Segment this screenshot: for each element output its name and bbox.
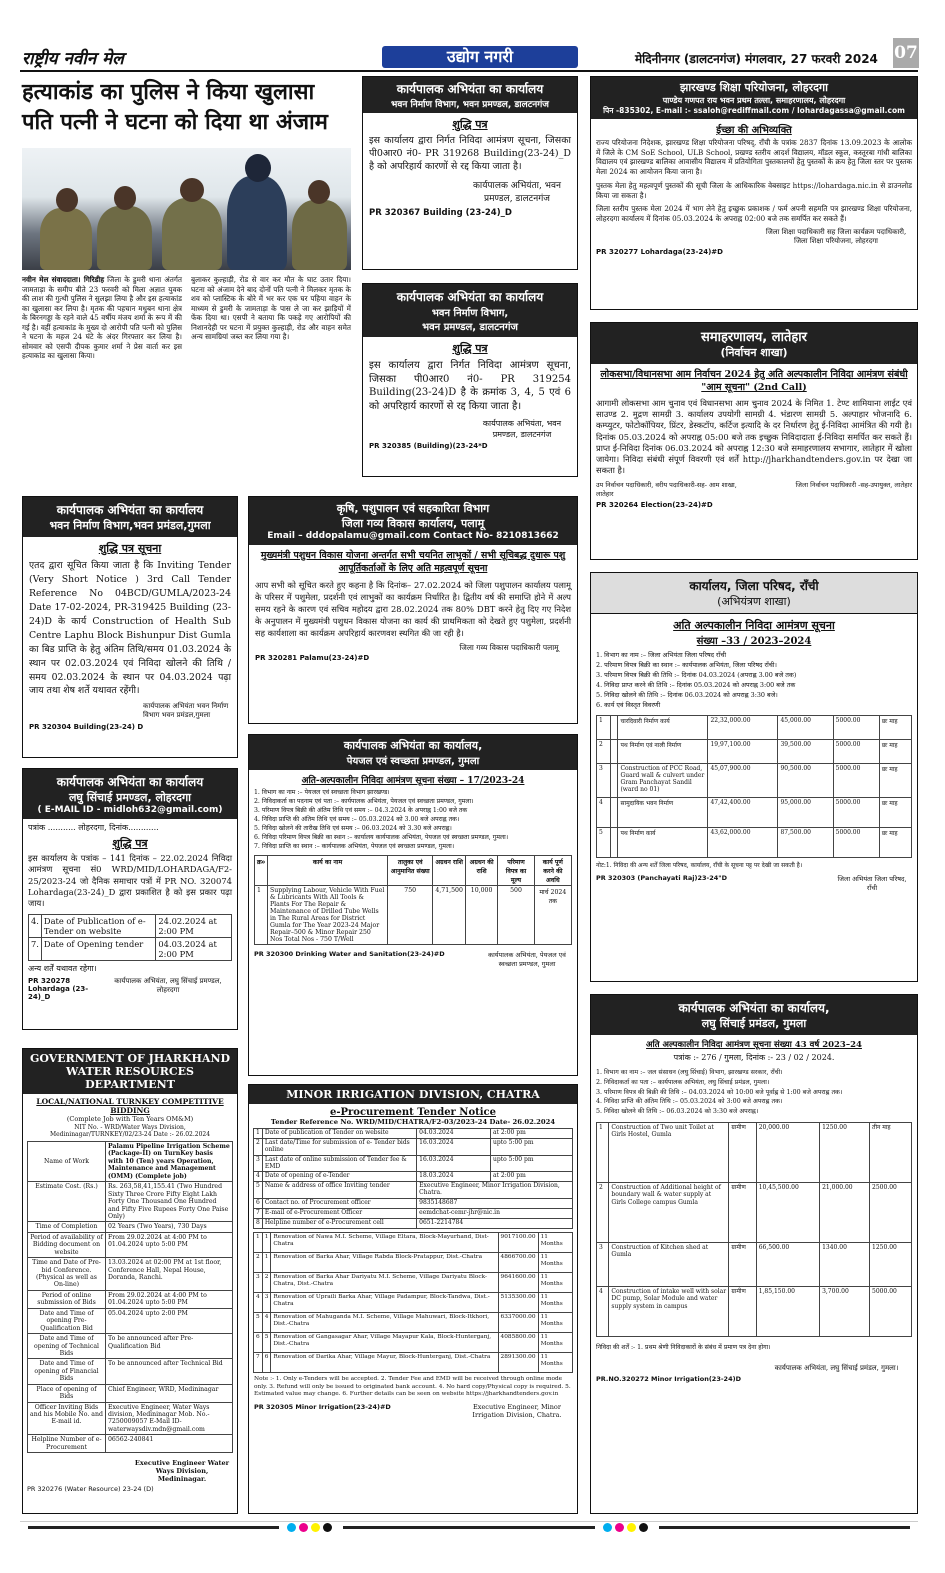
work-amount: 4,71,500 bbox=[433, 885, 466, 944]
ad-title: GOVERNMENT OF JHARKHAND bbox=[29, 1052, 231, 1065]
table-header: परिमाण विपत्र का मूल्य bbox=[498, 855, 534, 885]
ad-line: 4. निविदा प्राप्ति की अंतिम तिथि एवं समय :– 05.03.2024 को 3.00 बजे अपराह्न तक। bbox=[254, 815, 460, 823]
ad-pr-number: PR 320276 (Water Resource) 23-24 (D) bbox=[27, 1485, 154, 1494]
ad-details bbox=[591, 1065, 917, 1120]
ad-pr-number: PR 320304 Building(23-24) D bbox=[29, 723, 144, 732]
table-row: 4 3 Renovation of Upraili Barka Ahar, Village Padampur, Block-Tandwa, Dist.-Chatra 5135300.00 11 Months bbox=[254, 1292, 573, 1312]
ad-subtitle: भवन निर्माण विभाग, bbox=[431, 308, 509, 319]
work-emd: 10,000 bbox=[465, 885, 497, 944]
news-headline-1: हत्याकांड का पुलिस ने किया खुलासा bbox=[22, 80, 315, 105]
table-row: 5 पथ निर्माण कार्य 43,62,000.00 87,500.00 5000.00 छः माह bbox=[597, 827, 912, 857]
table-row: 6 Contact no. of Procurement officer 9835148687 bbox=[254, 1199, 573, 1209]
table-row bbox=[29, 914, 232, 937]
row-number: 4. bbox=[29, 914, 42, 937]
table-row: Estimate Cost. (Rs.) Rs. 263,58,41,155.41 (Two Hundred Sixty Three Crore Fifty Eight Lakh Forty One Thousand One Hundred and Fifty Five Rupees Forty One Paise Only) bbox=[28, 1182, 233, 1222]
ad-pr-number: PR 320385 (Building)(23-24*D bbox=[369, 442, 488, 450]
ad-subtitle: WATER RESOURCES DEPARTMENT bbox=[66, 1065, 194, 1091]
table-row: Date and Time of opening of Financial Bids To be announced after Technical Bid bbox=[28, 1359, 233, 1384]
ad-date-table bbox=[253, 1128, 573, 1229]
ad-line: 2. निविदाकर्ता का पता :– कार्यपालक अभियंता, लघु सिंचाई प्रमंडल, गुमला। bbox=[596, 1078, 770, 1086]
ad-body-2: पुस्तक मेला हेतु महत्वपूर्ण पुस्तकों की सूची जिला के आधिकारिक वेबसाइट https://lohardaga.nic.in से डाउनलोड किया जा सकता है। bbox=[596, 180, 912, 200]
ad-details bbox=[591, 647, 917, 715]
ad-contact: पिन -835302, E-mail :- ssaloh@rediffmail.com / lohardagassa@gmail.com bbox=[603, 106, 905, 115]
news-headline-2: पति पत्नी ने घटना को दिया था अंजाम bbox=[22, 110, 328, 135]
table-row: 3 2 Renovation of Barka Ahar Dariyatu M.I. Scheme, Village Dariyatu Block-Chatra, Dist.-Chatra 9641600.00 11 Months bbox=[254, 1272, 573, 1292]
row-key: Date of Opening tender bbox=[41, 937, 155, 960]
color-registration-bar bbox=[20, 1521, 918, 1533]
ad-body: इस कार्यालय के पत्रांक – 141 दिनांक – 22.02.2024 निविदा आमंत्रण सूचना सं0 WRD/MID/LOHARDAGA/F2-25/2023-24 जो दैनिक समाचार पत्रों में PR NO. 320074 Lohardaga(23-24)_D द्वारा प्रकाशित है को इस प्रकार पढ़ा जाय। bbox=[28, 853, 232, 909]
table-row: Date and Time of opening of Technical Bids To be announced after Pre-Qualification Bid bbox=[28, 1334, 233, 1359]
ad-building-gumla bbox=[22, 496, 238, 758]
ad-line: 5. निविदा खोलने की तारीख तिथि एवं समय :– 06.03.2024 को 3.30 बजे अपराह्न। bbox=[254, 824, 452, 832]
table-row: Period of availability of Bidding document on website From 29.02.2024 at 4:00 PM to 01.04.2024 upto 5:00 PM bbox=[28, 1232, 233, 1257]
ad-subtitle: पेयजल एवं स्वच्छता प्रमण्डल, गुमला bbox=[346, 756, 480, 767]
table-row: 3 Construction of Kitchen shed at Gumla ग्रामीण 66,500.00 1340.00 1250.00 bbox=[597, 1242, 912, 1286]
ad-note: नोट:1. निविदा की अन्य शर्तें जिला परिषद, कार्यालय, राँची के सूचना पट्ट पर देखी जा सकती है। bbox=[596, 861, 803, 869]
row-number: 7. bbox=[29, 937, 42, 960]
ad-pr-number: PR 320278 Lohardaga (23-24)_D bbox=[28, 976, 89, 1001]
ad-heading: अति अल्पकालीन निविदा आमंत्रण सूचना bbox=[673, 619, 835, 632]
ad-line: 4. निविदा प्राप्त करने की तिथि :– दिनांक 05.03.2024 को अपराह्न 3:00 बजे तक bbox=[596, 680, 796, 689]
ad-signature: कार्यपालक अभियंता भवन निर्माण विभाग भवन प्रमंडल,गुमला bbox=[143, 702, 229, 720]
ad-line: 3. परिमाण विपत्र की बिक्री की तिथि :– 04.03.2024 को 10:00 बजे पूर्वाह्न से 1:00 बजे अपराह्न तक। bbox=[596, 1088, 843, 1096]
ad-subtitle: भवन निर्माण विभाग,भवन प्रमंडल,गुमला bbox=[49, 519, 211, 532]
ad-table bbox=[28, 914, 232, 961]
table-row: 2 1 Renovation of Barka Ahar, Village Rabda Block-Pratappur, Dist.-Chatra 4866700.00 11 Months bbox=[254, 1252, 573, 1272]
ad-number: संख्या –33 / 2023–2024 bbox=[696, 636, 812, 647]
row-value: 04.03.2024 at 2:00 PM bbox=[156, 937, 232, 960]
ad-body: इस कार्यालय द्वारा निर्गत निविदा आमंत्रण सूचना, जिसका पी0आर0 नं0- PR 319268 Building(23-24)_D है को अपरिहार्य कारणों से रद्द किया जाता है। bbox=[369, 135, 571, 172]
ad-title: कृषि, पशुपालन एवं सहकारिता विभाग bbox=[336, 502, 490, 515]
ad-table bbox=[596, 715, 912, 858]
ad-pr-number: PR 320277 Lohardaga(23-24)#D bbox=[596, 247, 723, 256]
table-row: 1 Supplying Labour, Vehicle With Fuel & Lubricants With All Tools & Plants For The Repair & Maintenance of Drilled Tube Wells in The Rural Areas for District Gumla for The Year 2023-24 Major Repair–500 & Minor Repair 250 Nos Total Nos - 750 T/Well 750 4,71,500 10,000 500 मार्च 2024 तक bbox=[255, 885, 572, 944]
table-row: 7 6 Renovation of Darika Ahar, Village Mayur, Block-Hunterganj, Dist.-Chatra 2891300.00 11 Months bbox=[254, 1352, 573, 1372]
ad-shiksha-lohardaga bbox=[590, 76, 918, 310]
table-row: Date and Time of opening Pre-Qualification Bid 05.04.2024 upto 2:00 PM bbox=[28, 1308, 233, 1333]
ad-title: कार्यपालक अभियंता का कार्यालय bbox=[396, 82, 544, 96]
table-row: 1 Construction of Two unit Toilet at Girls Hostel, Gumla ग्रामीण 20,000.00 1250.00 तीन माह bbox=[597, 1122, 912, 1182]
ad-heading: LOCAL/NATIONAL TURNKEY COMPETITIVE BIDDING bbox=[36, 1097, 224, 1115]
ad-pr-number: PR 320303 (Panchayati Raj)23-24"D bbox=[596, 873, 728, 882]
ad-signature: कार्यपालक अभियंता, भवन प्रमण्डल, डालटनगंज bbox=[472, 181, 562, 205]
table-row: Helpline Number of e-Procurement 06562-240841 bbox=[28, 1435, 233, 1453]
table-header: अग्रधन राशि bbox=[433, 855, 466, 885]
ad-line: 1. विभाग का नाम :– जल संसाधन (लघु सिंचाई) विभाग, झारखण्ड सरकार, राँची। bbox=[596, 1069, 783, 1076]
ad-notes: Note :- 1. Only e-Tenders will be accepted. 2. Tender Fee and EMD will be received through online mode only. 3. Refund will only be issued to originated bank account. 4. No hard copy/Physical copy is required. 5. Estimated value may change. 6. Further details can be seen on website https://jharkhandtenders.gov.in bbox=[254, 1375, 571, 1398]
ad-heading: अति-अल्पकालीन निविदा आमंत्रण सूचना संख्या – 17/2023-24 bbox=[301, 776, 525, 786]
ad-heading-2: (Complete Job with Ten Years OM&M) bbox=[66, 1115, 194, 1123]
ad-subtitle: भवन प्रमण्डल, डालटनगंज bbox=[422, 322, 518, 333]
newspaper-name: राष्ट्रीय नवीन मेल bbox=[22, 49, 124, 69]
ad-pr-number: PR 320367 Building (23-24)_D bbox=[369, 208, 512, 219]
ad-signature-2: जिला निर्वाचन पदाधिकारी -सह-उपायुक्त, लातेहार bbox=[795, 481, 912, 490]
ad-minor-irrigation-gumla bbox=[590, 994, 918, 1514]
ad-title: कार्यालय, जिला परिषद, राँची bbox=[689, 579, 819, 593]
ad-signature: Executive Engineer Water Ways Division, Medininagar. bbox=[134, 1459, 230, 1484]
ad-heading: शुद्धि पत्र bbox=[452, 118, 488, 131]
ad-gavya-palamu bbox=[248, 496, 578, 724]
ad-minor-irrigation-lohardaga bbox=[22, 768, 238, 1030]
ad-zila-parishad-ranchi bbox=[590, 572, 918, 982]
table-row: 4 सामुदायिक भवन निर्माण 47,42,400.00 95,000.00 5000.00 छः माह bbox=[597, 797, 912, 827]
table-row: 4 Date of opening of e-Tender 18.03.2024 at 2:00 pm bbox=[254, 1172, 573, 1182]
ad-patrank: पत्रांक :- 276 / गुमला, दिनांक :- 23 / 02 / 2024. bbox=[673, 1053, 835, 1062]
table-row: 1 Date of publication of Tender on website 04.03.2024 at 2:00 pm bbox=[254, 1129, 573, 1139]
table-row: 2 Last date/Time for submission of e- Tender bids online 16.03.2024 upto 5:00 pm bbox=[254, 1138, 573, 1155]
ad-note: अन्य शर्तें यथावत रहेगा। bbox=[28, 963, 97, 973]
ad-body: आप सभी को सूचित करते हुए कहना है कि दिनांक– 27.02.2024 को जिला पशुपालन कार्यालय पलामू के परिसर में पशुमेला, प्रदर्शनी एवं लाभुकों का कार्यक्रम निर्धारित है। द्वितीय वर्ष की समाप्ति होने में अल्प समय रहने के कारण एवं सचिव महोदय द्वारा 28.02.2024 तक 80% DBT करने हेतु दिए गए निदेश के अनुपालन में मुख्यमंत्री पशुधन विकास योजना का कार्य की प्राथमिकता को देखते हुए पशुमेला, प्रदर्शनी सह कार्यशाला का कार्यक्रम अपरिहार्य कारणवश स्थगित की जा रही है। bbox=[255, 580, 571, 639]
ad-heading: शुद्धि पत्र सूचना bbox=[98, 542, 162, 555]
ad-line: 6. निविदा परिमाण विपत्र बिक्री का स्थान :– कार्यालय कार्यपालक अभियंता, पेयजल एवं स्वच्छता प्रमण्डल, गुमला। bbox=[254, 833, 509, 841]
ad-heading: अति अल्पकालीन निविदा आमंत्रण सूचना संख्या 43 वर्ष 2023–24 bbox=[646, 1040, 862, 1050]
ad-line: 5. निविदा खोलने की तिथि :– दिनांक 06.03.2024 को अपराह्न 3:30 बजे। bbox=[596, 690, 778, 699]
news-text-2: बुलाकर कुल्हाड़ी, रोड से वार कर मौत के घाट उतार दिया। घटना को अंजाम देने बाद दोनों पति पत्नी ने मिलकर मृतक के शव को प्लास्टिक के बोरे में भर कर एक घर पहिया वाहन के माध्यम से डुमरी के जामताड़ा के पास ले जा कर झाड़ियों में फेंक दिया था। एसपी ने बताया कि पकड़े गए आरोपियों की निशानदेही पर घटना में प्रयुक्त कुल्हाड़ी, रोड और वाहन समेत अन्य सामग्रियां जब्त कर लिया गया है। bbox=[191, 275, 351, 341]
ad-line: 2. परिमाण विपत्र बिक्री का स्थान :– कार्यपालक अभियंता, जिला परिषद राँची। bbox=[596, 660, 777, 669]
ad-heading: शुद्धि पत्र bbox=[452, 342, 488, 355]
masthead-rule bbox=[20, 70, 918, 72]
page-number: 07 bbox=[893, 38, 919, 68]
table-row: 3 Construction of PCC Road, Guard wall & culvert under Gram Panchayat Sandil (ward no 01) 45,07,900.00 90,500.00 5000.00 छः माह bbox=[597, 763, 912, 797]
ad-reference: Tender Reference No. WRD/MID/CHATRA/F2-03/2023-24 Date- 26.02.2024 bbox=[270, 1118, 556, 1126]
ad-signature: कार्यपालक अभियंता, लघु सिंचाई प्रमंडल, गुमला। bbox=[774, 1363, 899, 1372]
table-row: Name of Work Palamu Pipeline Irrigation Scheme (Package-II) on TurnKey basis with 10 (Ten) years Operation, Maintenance and Management (OMM) (Complete job) bbox=[28, 1142, 233, 1182]
table-row: 3 Last date of online submission of Tender fee & EMD 16.03.2024 upto 5:00 pm bbox=[254, 1155, 573, 1172]
ad-subtitle: जिला गव्य विकास कार्यालय, पलामू bbox=[341, 517, 485, 530]
ad-building-daltonganj-1 bbox=[362, 76, 578, 270]
ad-drinking-water-gumla bbox=[248, 734, 578, 1076]
news-column-1 bbox=[22, 275, 182, 361]
ad-heading: लोकसभा/विधानसभा आम निर्वाचन 2024 हेतु अति अल्पकालीन निविदा आमंत्रण संबंधी "आम सूचना" (2nd Call) bbox=[600, 369, 908, 393]
ad-subtitle: लघु सिंचाई प्रमंडल, गुमला bbox=[701, 1017, 807, 1030]
ad-subtitle: (निर्वाचन शाखा) bbox=[720, 346, 788, 359]
ad-signature: Executive Engineer, Minor Irrigation Division, Chatra. bbox=[472, 1403, 562, 1420]
ad-heading: ईच्छा की अभिव्यक्ति bbox=[716, 125, 792, 136]
ad-signature: जिला शिक्षा पदाधिकारी सह जिला कार्यक्रम पदाधिकारी, जिला शिक्षा परियोजना, लोहरदगा bbox=[765, 227, 907, 245]
ad-water-resources bbox=[22, 1048, 238, 1514]
row-value: 24.02.2024 at 2:00 PM bbox=[156, 914, 232, 937]
ad-line: 6. कार्य एवं विस्तृत विवरणी bbox=[596, 700, 661, 709]
table-row: Place of opening of Bids Chief Engineer, WRD, Medininagar bbox=[28, 1384, 233, 1402]
ad-email: ( E-MAIL ID - midloh632@gmail.com) bbox=[37, 805, 223, 815]
ad-building-daltonganj-2 bbox=[362, 283, 578, 477]
ad-pr-number: PR 320300 Drinking Water and Sanitation(23-24)#D bbox=[254, 949, 445, 958]
news-text-1: जिला के डुमरी थाना अंतर्गत जामताड़ा के समीप बीते 23 फरवरी को मिला अज्ञात युवक की लाश की गुत्थी पुलिस ने सुलझा लिया है और इस हत्याकांड का खुलासा कर लिया है। मृतक की पहचान मधुबन थाना क्षेत्र के बिरनगड्डा के रहने वाले 45 वर्षीय मंजय शर्मा के रूप में की गई है। वहीं हत्याकांड के मुख्य दो आरोपी पति पत्नी को पुलिस ने घटना के महज 24 घंटे के अंदर गिरफ्तार कर लिया है। सोमवार को एसपी दीपक कुमार शर्मा ने प्रेस वार्ता कर इस हत्याकांड का खुलासा किया। bbox=[22, 275, 182, 360]
ad-line: 5. निविदा खोलने की तिथि :– 06.03.2024 को 3:30 बजे अपराह्न। bbox=[596, 1108, 759, 1115]
ad-body-3: जिला स्तरीय पुस्तक मेला 2024 में भाग लेने हेतु इच्छुक प्रकाशक / फर्म अपनी सहमति पत्र झारखण्ड शिक्षा परियोजना, लोहरदगा कार्यालय में दिनांक 05.03.2024 के अपराह्न 02:00 बजे तक समर्पित कर सकते हैं। bbox=[596, 204, 912, 224]
ad-works-table bbox=[253, 1232, 573, 1373]
table-row: 5 4 Renovation of Mahuganda M.I. Scheme, Village Mahuwari, Block-Itkhori, Dist.-Chatra 6337000.00 11 Months bbox=[254, 1312, 573, 1332]
table-row: 6 5 Renovation of Gangasagar Ahar, Village Mayapur Kala, Block-Hunterganj, Dist.-Chatra 4085800.00 11 Months bbox=[254, 1332, 573, 1352]
ad-line: 1. विभाग का नाम :– जिला अभियंता जिला परिषद राँची bbox=[596, 651, 727, 659]
ad-line: 2. निविदाकर्ता का पदनाम एवं पता :– कार्यपालक अभियंता, पेयजल एवं स्वच्छता प्रमण्डल, गुमला। bbox=[254, 797, 474, 805]
ad-heading: मुख्यमंत्री पशुधन विकास योजना अन्तर्गत सभी चयनित लाभुकों / सभी सूचिबद्ध दुधारू पशु आपूर्तिकर्ताओं के लिए अति महत्वपूर्ण सूचना bbox=[260, 550, 566, 574]
ad-contact: Email – dddopalamu@gmail.com Contact No- 8210813662 bbox=[267, 531, 559, 541]
ad-body: आगामी लोकसभा आम चुनाव एवं विधानसभा आम चुनाव 2024 के निमित 1. टेण्ट शामियाना लाईट एवं साउण्ड 2. मुद्रण सामग्री 3. कार्यालय उपयोगी सामग्री 4. भंडारण सामग्री 5. अल्पाहार भोजनादि 6. कम्प्युटर, फोटोकॉपियर, प्रिंटर, डेस्कटॉप, कर्टिज इत्यादि के दर निर्धारण हेतु ई-निविदा आमंत्रित की गयी है। दिनांक 05.03.2024 को अपराह्न 05:00 बजे तक इच्छुक निविदादाता ई-निविदा समर्पित कर सकते हैं। प्राप्त ई-निविदा दिनांक 06.03.2024 को अपराह्न 12:30 बजे समाहरणालय सभागार, लातेहार में खोला जायेगा। निविदा संबंधी संपूर्ण विवरणी एवं शर्तें http://jharkhandtenders.gov.in पर देखा जा सकता है। bbox=[596, 398, 912, 476]
table-row: Time of Completion 02 Years (Two Years), 730 Days bbox=[28, 1222, 233, 1232]
ad-subtitle: पाण्डेय गणपत राय भवन प्रथम तल्ला, समाहरणालय, लोहरदगा bbox=[662, 96, 846, 105]
table-header: अग्रधन की राशि bbox=[465, 855, 497, 885]
ad-line: 1. विभाग का नाम :– पेयजल एवं स्वच्छता विभाग झारखण्ड। bbox=[254, 789, 390, 796]
ad-line: 7. निविदा प्राप्ति का स्थान :– कार्यपालक अभियंता, पेयजल एवं स्वच्छता प्रमण्डल, गुमला। bbox=[254, 842, 455, 850]
ad-signature: कार्यपालक अभियंता, लघु सिंचाई प्रमण्डल, लोहरदगा bbox=[114, 976, 222, 994]
ad-line: 3. परिमाण विपत्र बिक्री की अंतिम तिथि एवं समय :– 04.3.2024 के अपराह्न 1:00 बजे तक bbox=[254, 806, 468, 814]
news-story bbox=[22, 78, 354, 138]
work-cost: 500 bbox=[498, 885, 534, 944]
ad-title: कार्यपालक अभियंता का कार्यालय bbox=[56, 503, 204, 517]
ad-patrank: पत्रांक ........... लोहरदगा, दिनांक............ bbox=[28, 823, 159, 832]
ad-table bbox=[596, 1122, 912, 1337]
ad-line: 4. निविदा प्राप्ति की अंतिम तिथि :– 05.03.2024 को 3:00 बजे अपराह्न तक। bbox=[596, 1098, 783, 1106]
table-row: Period of online submission of Bids From 29.02.2024 at 4:00 PM to 01.04.2024 upto 5:00 PM bbox=[28, 1290, 233, 1308]
news-column-2 bbox=[191, 275, 351, 342]
ad-subtitle: लघु सिंचाई प्रमण्डल, लोहरदगा bbox=[68, 791, 192, 804]
table-row: 1 चारदिवारी निर्माण कार्य 22,32,000.00 45,000.00 5000.00 छः माह bbox=[597, 715, 912, 739]
row-key: Date of Publication of e-Tender on website bbox=[41, 914, 155, 937]
table-header: कार्य का नाम bbox=[267, 855, 387, 885]
ad-signature: कार्यपालक अभियंता, भवन प्रमण्डल, डालटनगंज bbox=[482, 419, 562, 439]
table-row: 2 पथ निर्माण एवं नाली निर्माण 19,97,100.00 39,500.00 5000.00 छः माह bbox=[597, 739, 912, 763]
table-row: 1 1 Renovation of Nawa M.I. Scheme, Village Eltara, Block-Mayurhand, Dist-Chatra 9017100.00 11 Months bbox=[254, 1232, 573, 1252]
ad-nit: NIT No. - WRD/Water Ways Division, Medininagar/TURNKEY/02/23-24 Date :- 26.02.2024 bbox=[49, 1124, 211, 1138]
table-row: Time and Date of Pre-bid Conference. (Physical as well as On-line) 13.03.2024 at 02:00 PM at 1st floor, Conference Hall, Nepal House, Doranda, Ranchi. bbox=[28, 1258, 233, 1291]
ad-pr-number: PR 320305 Minor Irrigation(23-24)#D bbox=[254, 1403, 391, 1412]
ad-signature: जिला गव्य विकास पदाधिकारी पलामू bbox=[459, 643, 559, 653]
table-row: Officer Inviting Bids and his Mobile No. and E-mail id. Executive Engineer, Water Ways division, Medininagar Mob. No.- 7250009057 E-Mail ID- waterwaysdiv.mdn@gmail.com bbox=[28, 1402, 233, 1435]
news-byline: नवीन मेल संवाददाता। गिरिडीह bbox=[22, 275, 105, 284]
ad-signature: जिला अभियंता जिला परिषद, राँची bbox=[837, 874, 907, 892]
ad-subtitle: भवन निर्माण विभाग, भवन प्रमण्डल, डालटनगंज bbox=[391, 100, 549, 110]
ad-table bbox=[254, 855, 572, 945]
ad-election-latehar bbox=[590, 322, 918, 560]
ad-heading: e-Procurement Tender Notice bbox=[330, 1107, 496, 1118]
section-title: उद्योग नगरी bbox=[382, 46, 578, 68]
work-qty: 750 bbox=[387, 885, 432, 944]
table-row: 4 Construction of intake well with solar DC pump, Solar Module and water supply system in campus ग्रामीण 1,85,150.00 3,700.00 5000.00 bbox=[597, 1286, 912, 1336]
table-header: कार्य पूर्ण करने की अवधि bbox=[534, 855, 571, 885]
ad-body: राज्य परियोजना निदेशक, झारखण्ड शिक्षा परियोजना परिषद्, राँची के पत्रांक 2837 दिनांक 13.09.2023 के आलोक में जिले के CM SoE School, ULB School, प्रखण्ड स्तरीय आदर्श विद्यालय, मॉडल स्कूल, कस्तूरबा गांधी बालिका विद्यालय एवं झारखण्ड बालिका आवासीय विद्यालय में प्रतियोगिता पुस्तकालयों हेतु पुस्तकों के क्रय हेतु जिला स्तर पर पुस्तक मेला 2024 का आयोजन किया जाना है। bbox=[596, 138, 912, 177]
ad-title: कार्यपालक अभियंता का कार्यालय, bbox=[343, 739, 483, 752]
ad-title: झारखण्ड शिक्षा परियोजना, लोहरदगा bbox=[680, 81, 828, 94]
ad-signature: कार्यपालक अभियंता, पेयजल एवं स्वच्छता प्रमण्डल, गुमला bbox=[488, 950, 566, 968]
ad-note: निविदा की शर्तें :- 1. प्रथम श्रेणी निविदाकारों के संबंध में प्रमाण पत्र देना होगा। bbox=[596, 1343, 771, 1351]
ad-pr-number: PR 320281 Palamu(23-24)#D bbox=[255, 654, 370, 663]
ad-title: कार्यपालक अभियंता का कार्यालय bbox=[396, 290, 544, 304]
work-period: मार्च 2024 तक bbox=[534, 885, 571, 944]
table-row: 8 Helpline number of e-Procurement cell 0651-2214784 bbox=[254, 1218, 573, 1228]
ad-body: एतद द्वारा सूचित किया जाता है कि Inviting Tender (Very Short Notice ) 3rd Call Tender Reference No 04BCD/GUMLA/2023-24 Date 17-02-2024, PR-319425 Building (23-24)D के कार्य Construction of Health Sub Centre Laphu Block Bishunpur Dist Gumla का बिड प्राप्ति के हेतु अंतिम तिथि/समय 01.03.2024 के स्थान पर 02.03.2024 एवं निविदा खोलने की तिथि / समय 02.03.2024 के स्थान पर 04.03.2024 पढ़ा जाय तथा शेष शर्ते यथावत रहेंगी। bbox=[29, 560, 231, 697]
ad-subtitle: (अभियंत्रण शाखा) bbox=[717, 595, 791, 608]
table-row bbox=[29, 937, 232, 960]
table-row: 5 Name & address of office Inviting tender Executive Engineer, Minor Irrigation Division, Chatra. bbox=[254, 1182, 573, 1199]
news-photo bbox=[22, 148, 351, 270]
table-row: 7 E-mail of e-Procurement Officer eemdchat-cemr-jhr@nic.in bbox=[254, 1209, 573, 1219]
table-row: 2 Construction of Additional height of boundary wall & water supply at Girls College campus Gumla ग्रामीण 10,45,500.00 21,000.00 2500.00 bbox=[597, 1182, 912, 1242]
work-name: Supplying Labour, Vehicle With Fuel & Lubricants With All Tools & Plants For The Repair & Maintenance of Drilled Tube Wells in The Rural Areas for District Gumla for The Year 2023-24 Major Repair–500 & Minor Repair 250 Nos Total Nos - 750 T/Well bbox=[267, 885, 387, 944]
ad-body: इस कार्यालय द्वारा निर्गत निविदा आमंत्रण सूचना, जिसका पी0आर0 नं0- PR 319254 Building(23-24)D है के क्रमांक 3, 4, 5 एवं 6 को अपरिहार्य कारणों से रद्द किया जाता है। bbox=[369, 360, 571, 412]
ad-pr-number: PR.NO.320272 Minor Irrigation(23-24)D bbox=[596, 1374, 741, 1383]
ad-signature: उप निर्वाचन पदाधिकारी, वरीय पदाधिकारी-सह- आम शाखा, लातेहार bbox=[596, 481, 737, 499]
edition-date: मेदिनीनगर (डालटनगंज) मंगलवार, 27 फरवरी 2024 bbox=[635, 52, 878, 66]
ad-title: कार्यपालक अभियंता का कार्यालय, bbox=[678, 1001, 830, 1015]
ad-details bbox=[249, 789, 577, 852]
ad-pr-number: PR 320264 Election(23-24)#D bbox=[596, 501, 713, 510]
ad-title: समाहरणालय, लातेहार bbox=[701, 330, 807, 345]
ad-minor-irrigation-chatra bbox=[248, 1084, 578, 1514]
ad-table bbox=[27, 1141, 233, 1453]
table-header: तालुका एवं आनुमानित संख्या bbox=[387, 855, 432, 885]
ad-line: 3. परिमाण विपत्र बिक्री की तिथि :– दिनांक 04.03.2024 (अपराह्न 3.00 बजे तक) bbox=[596, 670, 797, 679]
table-header: क्र० bbox=[255, 855, 268, 885]
ad-title: MINOR IRRIGATION DIVISION, CHATRA bbox=[249, 1085, 577, 1104]
ad-title: कार्यपालक अभियंता का कार्यालय bbox=[56, 775, 204, 789]
table-header-row bbox=[255, 855, 572, 885]
ad-heading: शुद्धि पत्र bbox=[112, 837, 148, 850]
